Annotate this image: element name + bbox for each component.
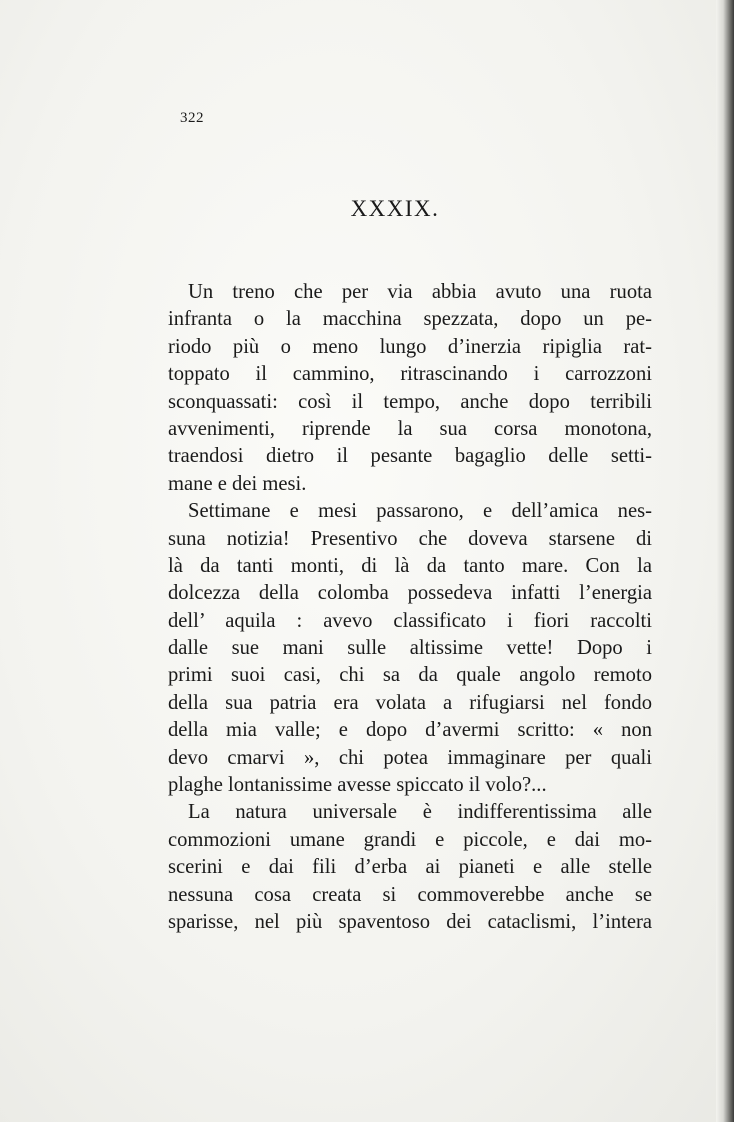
text-line: commozioni umane grandi e piccole, e dai mo- bbox=[168, 828, 652, 851]
chapter-title: XXXIX. bbox=[350, 196, 440, 221]
text-line: sparisse, nel più spaventoso dei cataclismi, l’intera bbox=[168, 910, 652, 933]
text-line: là da tanti monti, di là da tanto mare. Con la bbox=[168, 554, 652, 577]
text-line: suna notizia! Presentivo che doveva starsene di bbox=[168, 527, 652, 550]
text-line: toppato il cammino, ritrascinando i carrozzoni bbox=[168, 363, 652, 386]
text-line: devo cmarvi », chi potea immaginare per quali bbox=[168, 746, 652, 769]
text-line: dell’ aquila : avevo classificato i fiori raccolti bbox=[168, 609, 652, 632]
text-line: dolcezza della colomba possedeva infatti l’energia bbox=[168, 582, 652, 605]
text-line: primi suoi casi, chi sa da quale angolo remoto bbox=[168, 664, 652, 687]
text-line: sconquassati: così il tempo, anche dopo terribili bbox=[168, 390, 652, 413]
text-line: scerini e dai fili d’erba ai pianeti e alle stelle bbox=[168, 856, 652, 879]
text-line: traendosi dietro il pesante bagaglio delle setti- bbox=[168, 445, 652, 468]
text-line: della mia valle; e dopo d’avermi scritto: « non bbox=[168, 719, 652, 742]
text-line: infranta o la macchina spezzata, dopo un pe- bbox=[168, 308, 652, 331]
text-line: La natura universale è indifferentissima alle bbox=[188, 801, 652, 824]
text-line: dalle sue mani sulle altissime vette! Dopo i bbox=[168, 637, 652, 660]
text-line: avvenimenti, riprende la sua corsa monotona, bbox=[168, 417, 652, 440]
page-binding-edge bbox=[716, 0, 734, 1122]
text-line: Un treno che per via abbia avuto una ruota bbox=[188, 281, 652, 303]
text-line: della sua patria era volata a rifugiarsi nel fondo bbox=[168, 691, 652, 714]
body-text bbox=[168, 279, 652, 936]
text-line: mane e dei mesi. bbox=[168, 472, 307, 495]
text-line: Settimane e mesi passarono, e dell’amica nes- bbox=[188, 500, 652, 523]
text-line: plaghe lontanissime avesse spiccato il volo?... bbox=[168, 774, 547, 797]
page-number: 322 bbox=[180, 110, 204, 126]
text-line: riodo più o meno lungo d’inerzia ripiglia rat- bbox=[168, 335, 652, 358]
text-line: nessuna cosa creata si commoverebbe anche se bbox=[168, 883, 652, 906]
